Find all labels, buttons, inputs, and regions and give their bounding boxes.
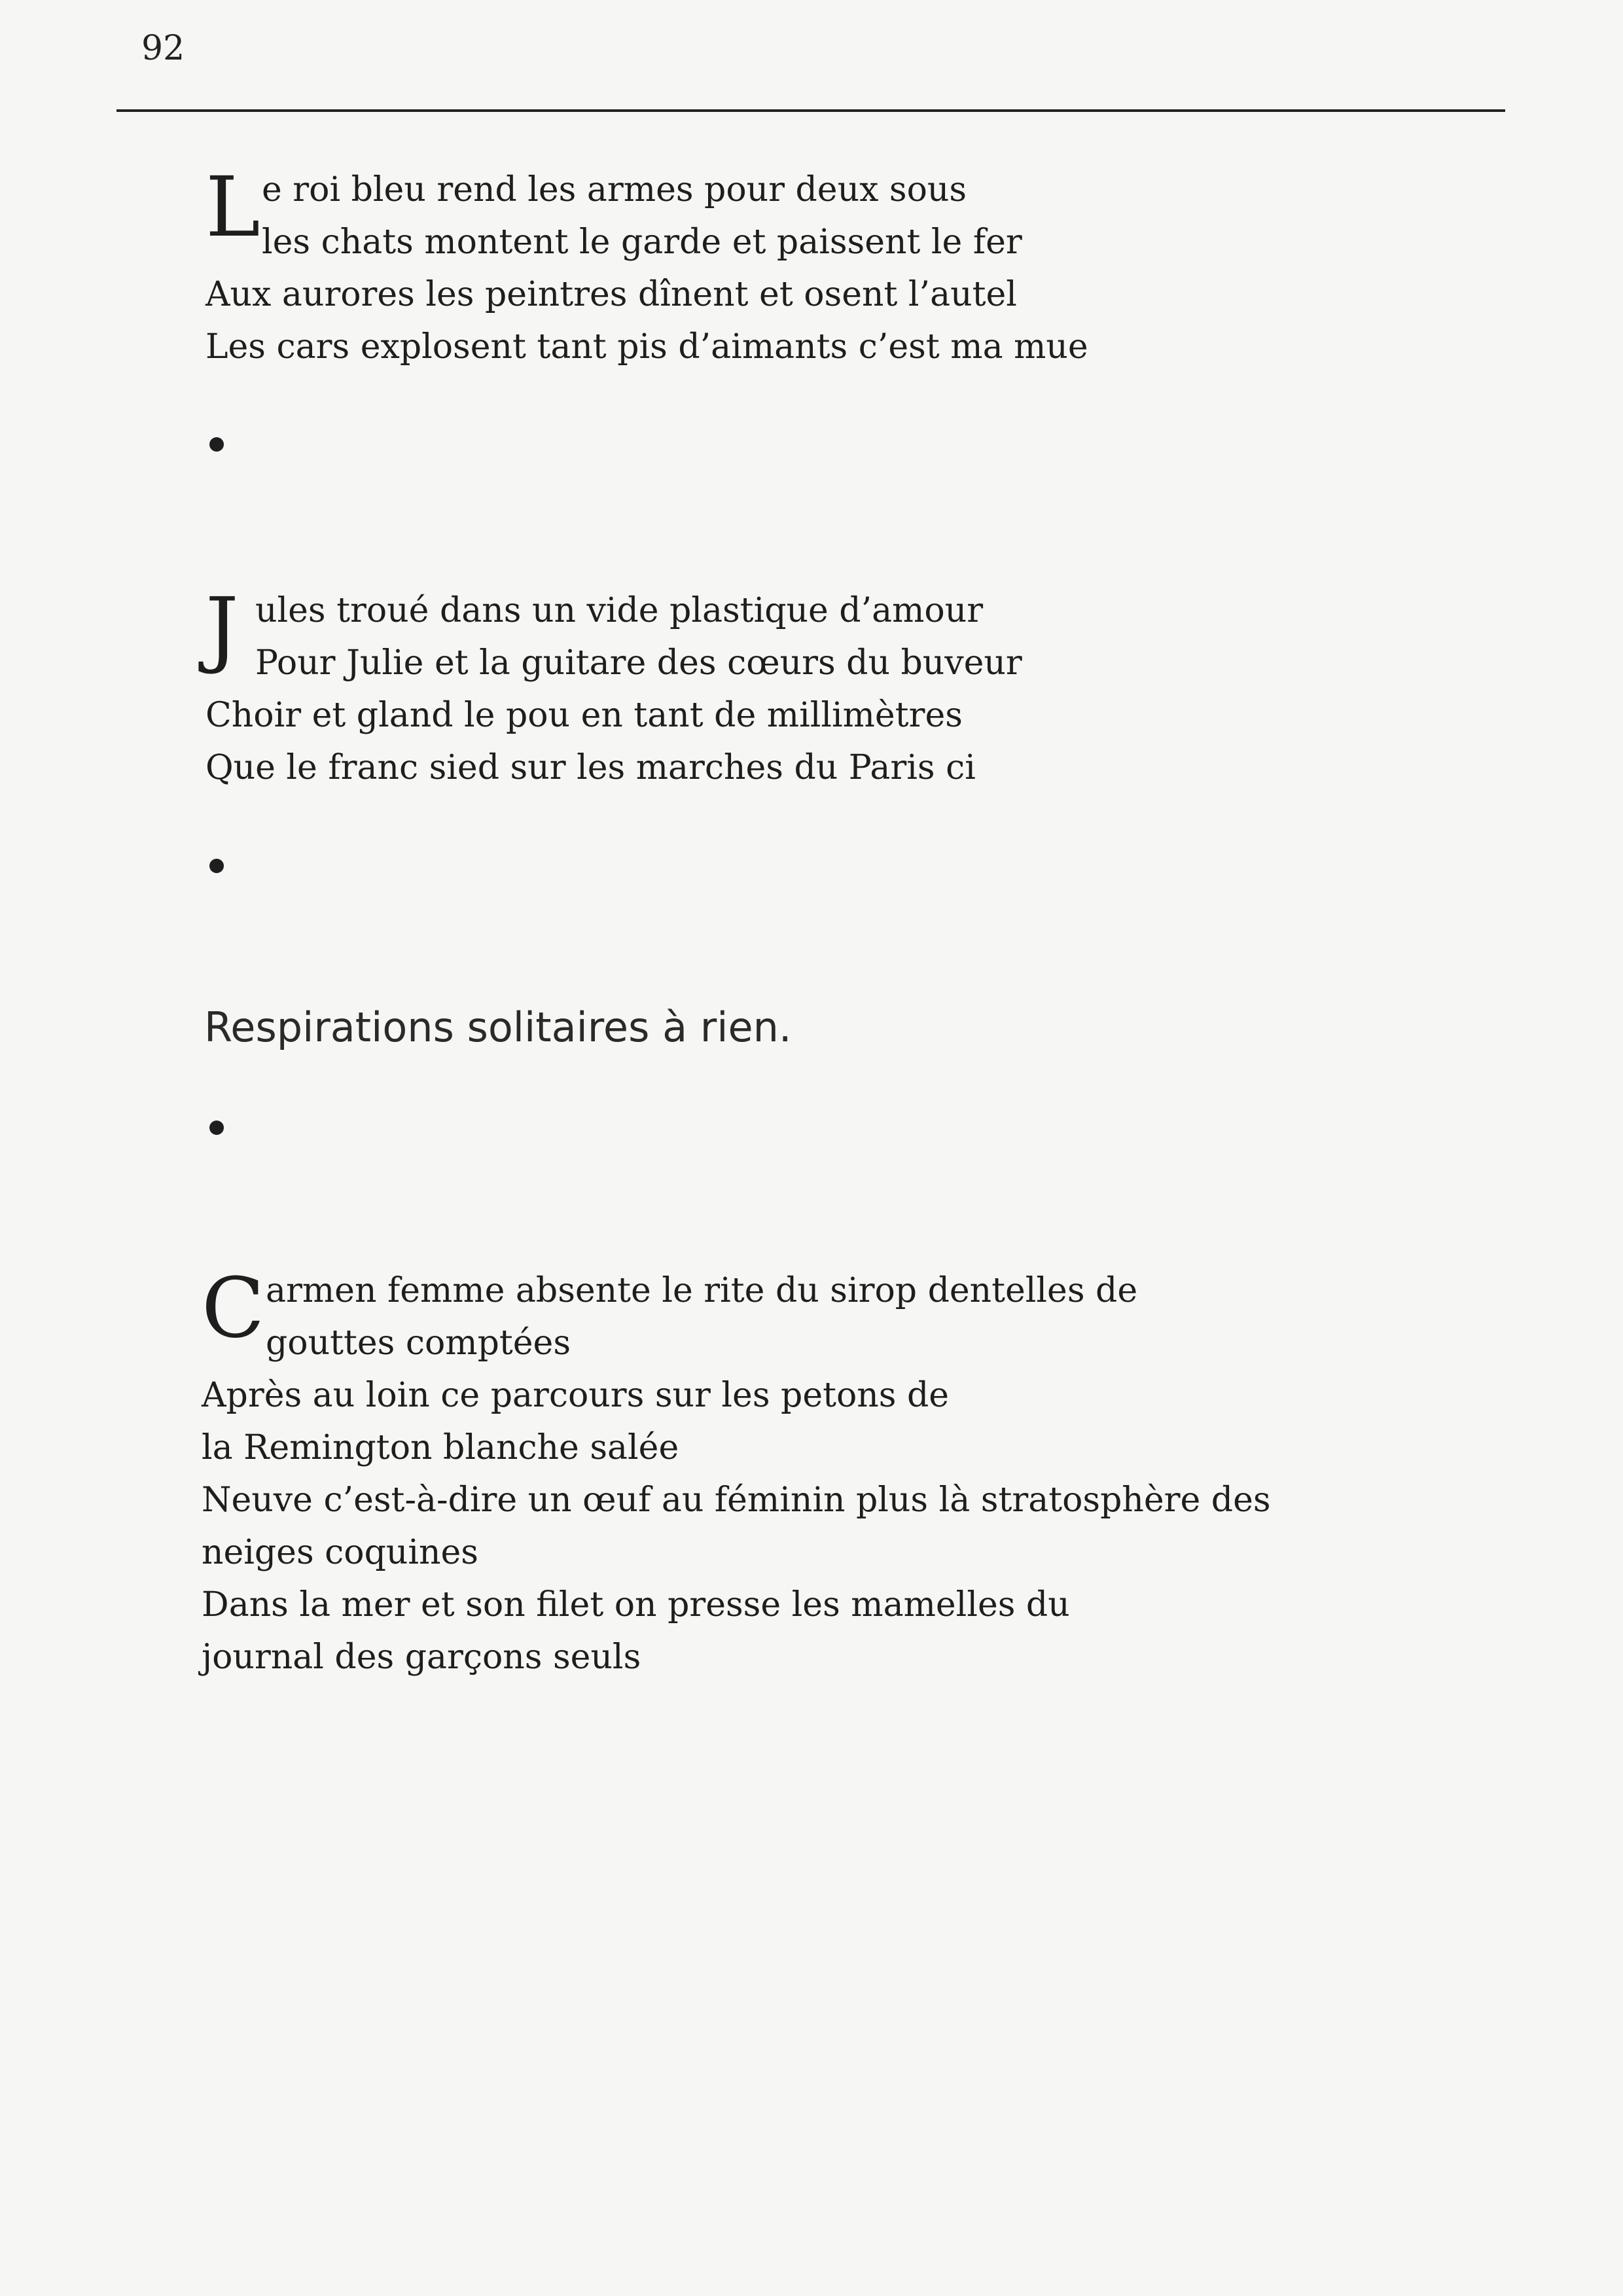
stanza-1-line-4: Les cars explosent tant pis d’aimants c’est ma mue bbox=[205, 327, 1088, 367]
stanza-3-line-7: Dans la mer et son filet on presse les mamelles du bbox=[202, 1585, 1070, 1624]
stanza-1-line-1: e roi bleu rend les armes pour deux sous bbox=[262, 170, 967, 209]
stanza-2 bbox=[205, 580, 1022, 794]
stanza-3-line-5: Neuve c’est-à-dire un œuf au féminin plus là stratosphère des bbox=[202, 1480, 1271, 1520]
stanza-3-line-1: armen femme absente le rite du sirop dentelles de bbox=[266, 1271, 1138, 1310]
page-number: 92 bbox=[141, 29, 185, 68]
stanza-1 bbox=[205, 159, 1088, 373]
stanza-2-line-3: Choir et gland le pou en tant de millimètres bbox=[205, 696, 963, 735]
stanza-1-line-2: les chats montent le garde et paissent le fer bbox=[262, 223, 1022, 262]
bullet-separator bbox=[209, 859, 224, 873]
stanza-2-line-2: Pour Julie et la guitare des cœurs du buveur bbox=[255, 643, 1022, 683]
stanza-2-line-1: ules troué dans un vide plastique d’amour bbox=[255, 591, 984, 630]
stanza-1-line-3: Aux aurores les peintres dînent et osent l’autel bbox=[205, 275, 1017, 314]
stanza-3-line-2: gouttes comptées bbox=[266, 1323, 571, 1363]
dropcap-l: L bbox=[205, 159, 260, 255]
stanza-3-line-3: Après au loin ce parcours sur les petons de bbox=[202, 1376, 950, 1415]
bullet-separator bbox=[209, 437, 224, 452]
stanza-3-line-4: la Remington blanche salée bbox=[202, 1428, 679, 1467]
stanza-3-line-6: neiges coquines bbox=[202, 1533, 478, 1572]
stanza-3-line-8: journal des garçons seuls bbox=[202, 1638, 641, 1677]
stanza-3 bbox=[202, 1260, 1271, 1683]
stanza-2-line-4: Que le franc sied sur les marches du Paris ci bbox=[205, 748, 976, 787]
bullet-separator bbox=[209, 1121, 224, 1135]
dropcap-c: C bbox=[202, 1260, 265, 1356]
header-rule bbox=[116, 109, 1505, 112]
dropcap-j: J bbox=[205, 580, 239, 676]
interlude-line: Respirations solitaires à rien. bbox=[204, 1003, 792, 1051]
